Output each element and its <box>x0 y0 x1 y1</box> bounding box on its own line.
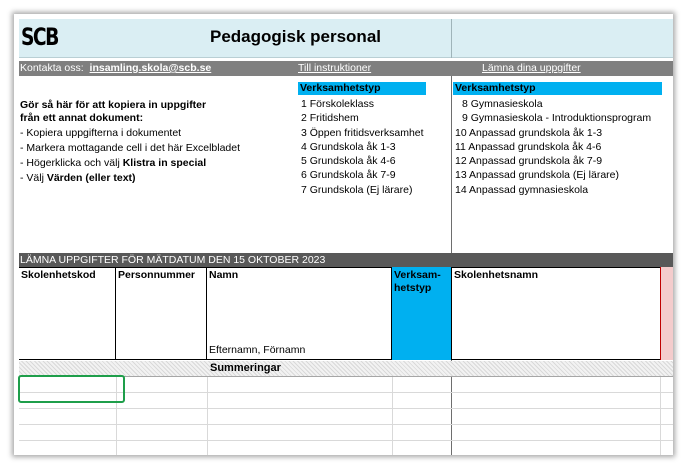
list-item: 10 Anpassad grundskola åk 1-3 <box>455 126 603 139</box>
instruction-step-copy: - Kopiera uppgifterna i dokumentet <box>20 127 182 139</box>
list-item: 2 Fritidshem <box>301 112 359 125</box>
verksamhetstyp-heading-left: Verksamhetstyp <box>298 82 426 95</box>
instruction-step-values: - Välj Värden (eller text) <box>20 172 136 184</box>
spreadsheet-window <box>14 14 673 455</box>
contact-info <box>20 62 211 74</box>
list-item: 14 Anpassad gymnasieskola <box>455 183 589 196</box>
list-item: 6 Grundskola åk 7-9 <box>301 169 396 182</box>
instructions-link[interactable]: Till instruktioner <box>298 62 372 74</box>
grid-line <box>19 440 673 441</box>
scb-logo: SCB <box>21 23 58 51</box>
summary-label: Summeringar <box>210 362 281 374</box>
grid-line <box>19 408 673 409</box>
instructions-heading-2: från ett annat dokument: <box>20 112 144 124</box>
column-header-verksamhetstyp[interactable]: Verksam- hetstyp <box>392 267 452 360</box>
submit-data-link[interactable]: Lämna dina uppgifter <box>482 62 581 74</box>
instruction-step-paste: - Högerklicka och välj Klistra in special <box>20 157 207 169</box>
list-item: 1 Förskoleklass <box>301 98 374 110</box>
list-item: 13 Anpassad grundskola (Ej lärare) <box>455 169 620 182</box>
column-header-personnummer[interactable]: Personnummer <box>116 267 207 360</box>
instruction-step-select: - Markera mottagande cell i det här Excelbladet <box>20 142 241 154</box>
contact-email-link[interactable]: insamling.skola@scb.se <box>89 62 212 74</box>
grid-line <box>19 424 673 425</box>
column-header-skolenhetsnamn[interactable]: Skolenhetsnamn <box>454 269 539 281</box>
list-item: 3 Öppen fritidsverksamhet <box>301 126 424 139</box>
next-column-edge <box>660 267 673 360</box>
list-item: 8 Gymnasieskola <box>462 98 543 110</box>
measurement-date-label: LÄMNA UPPGIFTER FÖR MÄTDATUM DEN 15 OKTOBER 2023 <box>20 254 326 266</box>
list-item: 11 Anpassad grundskola åk 4-6 <box>455 140 602 153</box>
list-item: 5 Grundskola åk 4-6 <box>301 155 396 168</box>
grid-line <box>392 377 393 455</box>
list-item: 12 Anpassad grundskola åk 7-9 <box>455 155 603 168</box>
header-divider <box>451 19 452 58</box>
grid-line <box>207 377 208 455</box>
list-item: 4 Grundskola åk 1-3 <box>301 140 396 153</box>
grid-line <box>660 377 661 455</box>
column-header-namn[interactable]: Namn Efternamn, Förnamn <box>207 267 392 360</box>
selected-input-cell[interactable] <box>18 375 125 403</box>
list-item: 9 Gymnasieskola - Introduktionsprogram <box>462 112 652 125</box>
namn-format-hint: Efternamn, Förnamn <box>209 344 306 356</box>
contact-label: Kontakta oss: <box>20 62 84 74</box>
instructions-heading-1: Gör så här för att kopiera in uppgifter <box>20 99 207 111</box>
verksamhetstyp-heading-right: Verksamhetstyp <box>453 82 662 95</box>
page-title: Pedagogisk personal <box>210 27 381 46</box>
verksamhetstyp-list-left <box>301 97 424 197</box>
verksamhetstyp-list-right <box>455 97 651 197</box>
list-item: 7 Grundskola (Ej lärare) <box>301 183 413 196</box>
column-header-skolenhetskod[interactable]: Skolenhetskod <box>19 267 116 360</box>
